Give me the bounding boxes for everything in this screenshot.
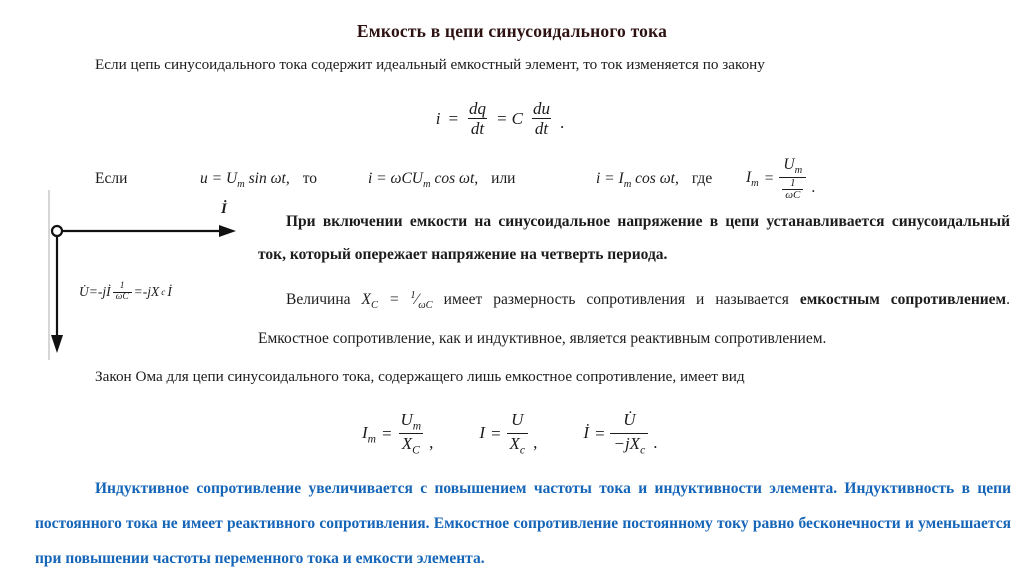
eq-equals: =: [447, 108, 459, 128]
voltage-phasor-label: U̇=-jİ $\frac{1}{\omega C}$ =-jX c İ: [79, 281, 172, 302]
voltage-law-formula: $u = U_m$ sin ωt, то: [200, 170, 318, 191]
ohm-law-intro-paragraph: Закон Ома для цепи синусоидального тока, содержащего лишь емкостное сопротивление, имеет вид: [95, 368, 745, 385]
fraction-um-over-1-omega-c: $\frac{U_m}{\frac{1}{\omega C}}$: [779, 156, 806, 202]
mini-fraction-1-omega-c: $\frac{1}{\omega C}$: [113, 282, 132, 303]
current-vector-arrowhead: [219, 225, 236, 237]
ohm-law-equations-row: [362, 410, 657, 458]
bold-term-capacitive-reactance: емкостным сопротивлением: [799, 291, 1007, 309]
phasor-origin-marker: [52, 226, 62, 236]
eq-lhs: i: [435, 108, 441, 128]
voltage-vector-arrowhead: [51, 335, 63, 353]
conj-to: то: [302, 170, 318, 187]
inductive-capacitive-conclusion-paragraph: Индуктивное сопротивление увеличивается с повышением частоты тока и индуктивности элемента. Индуктивность в цепи постоянного тока не имеет реактивного сопротивления. Емкостное сопротивление постоянному току равно бесконечности и уменьшается при повышении частоты переменного тока и емкости элемента.: [35, 480, 1011, 567]
equation-current-derivative: [0, 99, 1000, 138]
conj-gde: где: [691, 170, 713, 187]
fraction-u-minus-jxc: $\frac{U̇}{-jX_c}$: [610, 410, 648, 458]
mini-fraction-1-omega-c: $\frac{1}{\omega C}$: [782, 178, 803, 202]
current-law-formula-1: i = ωCU$_m$ cos ωt, или: [368, 170, 516, 191]
ohm-equation-complex: İ = $\frac{U̇}{-jX_c}$ .: [583, 410, 658, 457]
reactance-definition-paragraph: Величина $X_C$ = $^1⁄_{\omega C}$ имеет размерность сопротивления и называется емкостным сопротивлением. Емкостное сопротивление, как и индуктивное, является реактивным сопротивлением.: [258, 290, 1010, 348]
intro-paragraph: Если цепь синусоидального тока содержит идеальный емкостный элемент, то ток изменяется по закону: [95, 56, 765, 73]
ohm-equation-amplitude: $I_m$ = $\frac{U_m}{X_C}$ ,: [362, 410, 434, 457]
current-law-formula-2: $i = I_m$ cos ωt, где: [596, 170, 713, 191]
amplitude-current-formula: $I_m$ = $\frac{U_m}{\frac{1}{\omega C}}$ .: [746, 156, 816, 202]
conj-ili: или: [491, 170, 516, 187]
slide-title: Емкость в цепи синусоидального тока: [356, 21, 668, 41]
eq-period: .: [811, 179, 816, 196]
fraction-du-dt: $\frac{du}{dt}$: [533, 99, 551, 139]
fraction-dq-dt: $\frac{dq}{dt}$: [468, 99, 486, 139]
right-text-column: [258, 205, 1010, 355]
ohm-equation-rms: I = $\frac{U}{X_c}$ ,: [479, 410, 538, 457]
fraction-um-xc: $\frac{U_m}{X_C}$: [400, 410, 422, 457]
if-label: Если: [95, 170, 128, 187]
capacitance-inclusion-paragraph: При включении емкости на синусоидальное напряжение в цепи устанавливается синусоидальный ток, который опережает напряжение на четверть периода.: [258, 213, 1010, 263]
current-phasor-label: İ: [221, 201, 227, 217]
eq-equals-c: = C: [495, 108, 524, 128]
fraction-u-xc: $\frac{U}{X_c}$: [507, 410, 529, 458]
eq-period: .: [560, 113, 565, 133]
